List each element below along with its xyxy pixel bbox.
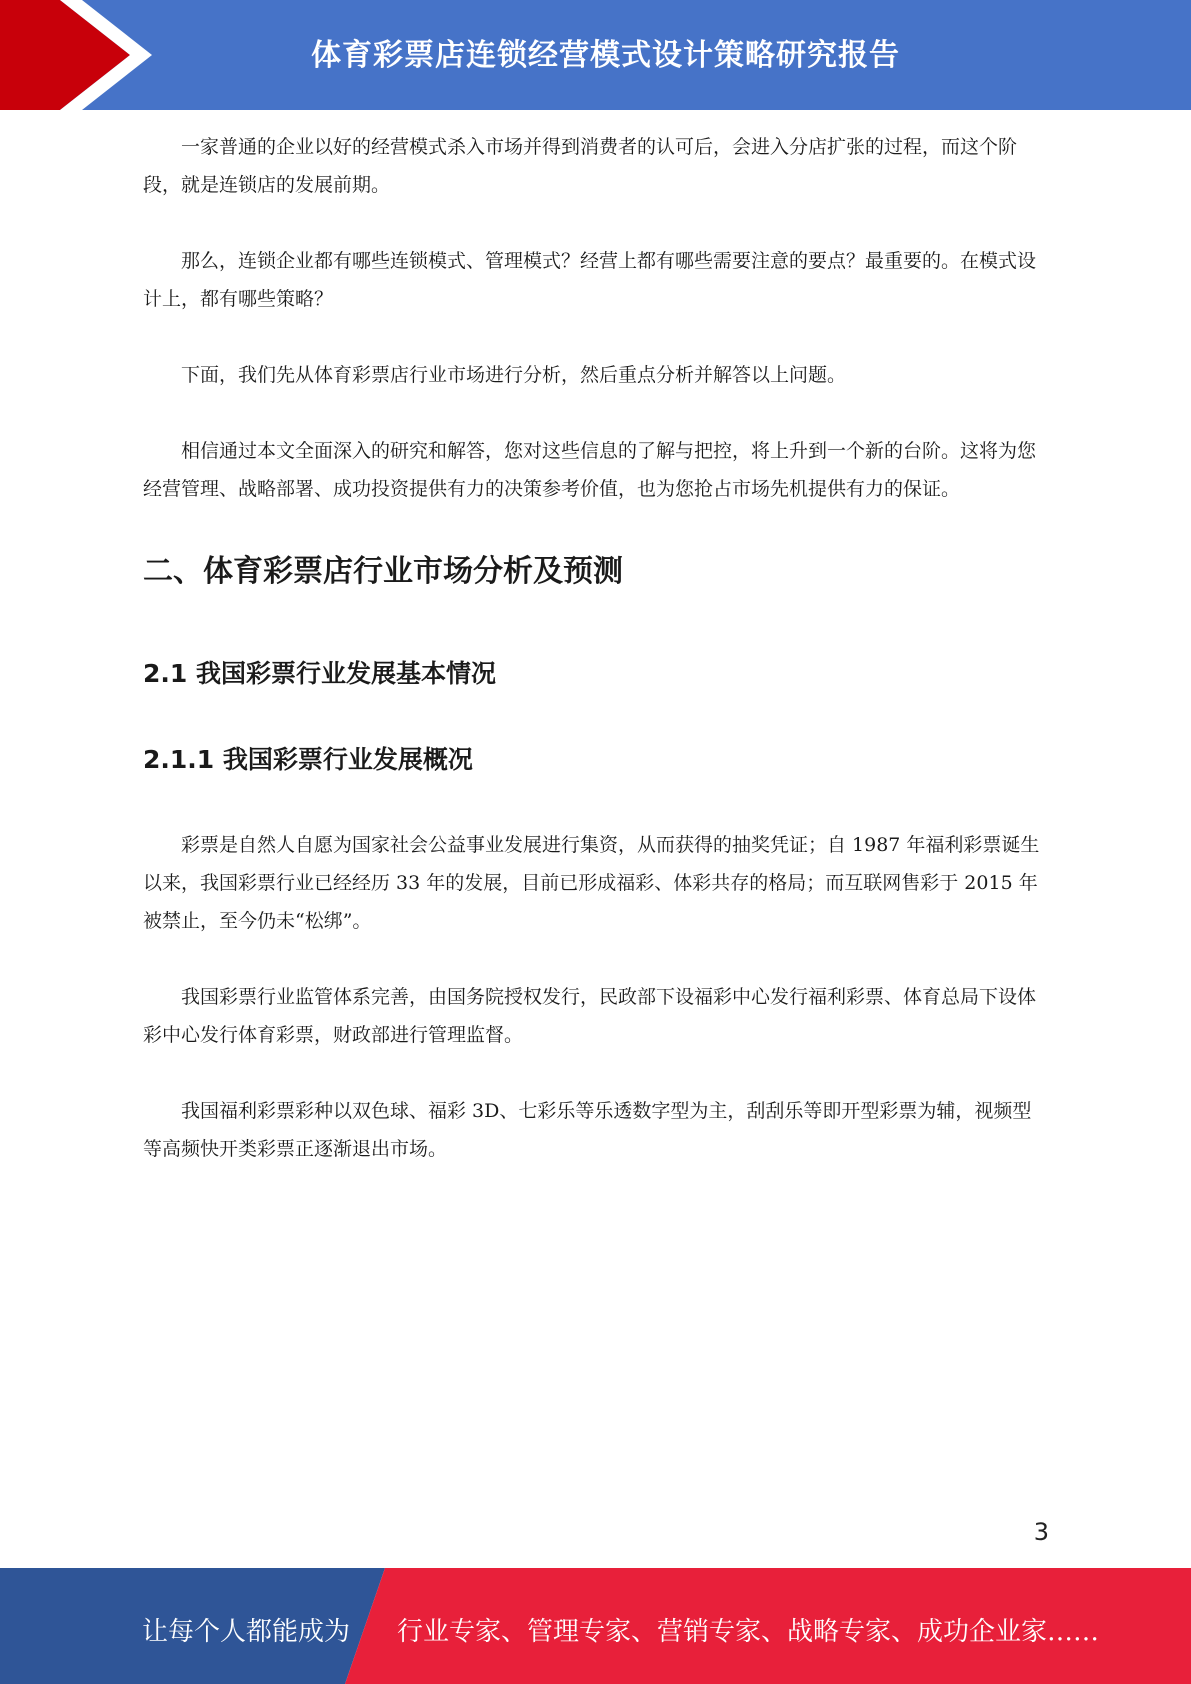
subsubsection-heading: 2.1.1 我国彩票行业发展概况 [143,745,473,774]
section-heading: 二、体育彩票店行业市场分析及预测 [143,554,623,589]
intro-paragraph: 下面，我们先从体育彩票店行业市场进行分析，然后重点分析并解答以上问题。 [181,364,847,386]
page-footer [0,1568,1191,1684]
body-paragraph: 彩票是自然人自愿为国家社会公益事业发展进行集资，从而获得的抽奖凭证；自 1987 年福利彩票诞生以来，我国彩票行业已经经历 33 年的发展，目前已形成福彩、体彩共存的格局；而互联网售彩于 2015 年被禁止，至今仍未“松绑”。 [143,834,1040,932]
intro-paragraph: 那么，连锁企业都有哪些连锁模式、管理模式？经营上都有哪些需要注意的要点？最重要的。在模式设计上，都有哪些策略？ [143,250,1037,310]
report-title: 体育彩票店连锁经营模式设计策略研究报告 [311,38,900,73]
page-content [143,128,1048,1168]
body-paragraph: 我国福利彩票彩种以双色球、福彩 3D、七彩乐等乐透数字型为主，刮刮乐等即开型彩票为辅，视频型等高频快开类彩票正逐渐退出市场。 [143,1100,1032,1160]
footer-slogan-left: 让每个人都能成为 [142,1617,351,1647]
page-number: 3 [1033,1518,1049,1546]
footer-slogan-right: 行业专家、管理专家、营销专家、战略专家、成功企业家…… [397,1617,1100,1647]
intro-paragraph: 相信通过本文全面深入的研究和解答，您对这些信息的了解与把控，将上升到一个新的台阶。这将为您经营管理、战略部署、成功投资提供有力的决策参考价值，也为您抢占市场先机提供有力的保证。 [143,440,1037,500]
page-header [0,0,1191,110]
body-paragraph: 我国彩票行业监管体系完善，由国务院授权发行，民政部下设福彩中心发行福利彩票、体育总局下设体彩中心发行体育彩票，财政部进行管理监督。 [143,986,1037,1046]
subsection-heading: 2.1 我国彩票行业发展基本情况 [143,659,496,688]
intro-paragraph: 一家普通的企业以好的经营模式杀入市场并得到消费者的认可后，会进入分店扩张的过程，而这个阶段，就是连锁店的发展前期。 [143,136,1018,196]
